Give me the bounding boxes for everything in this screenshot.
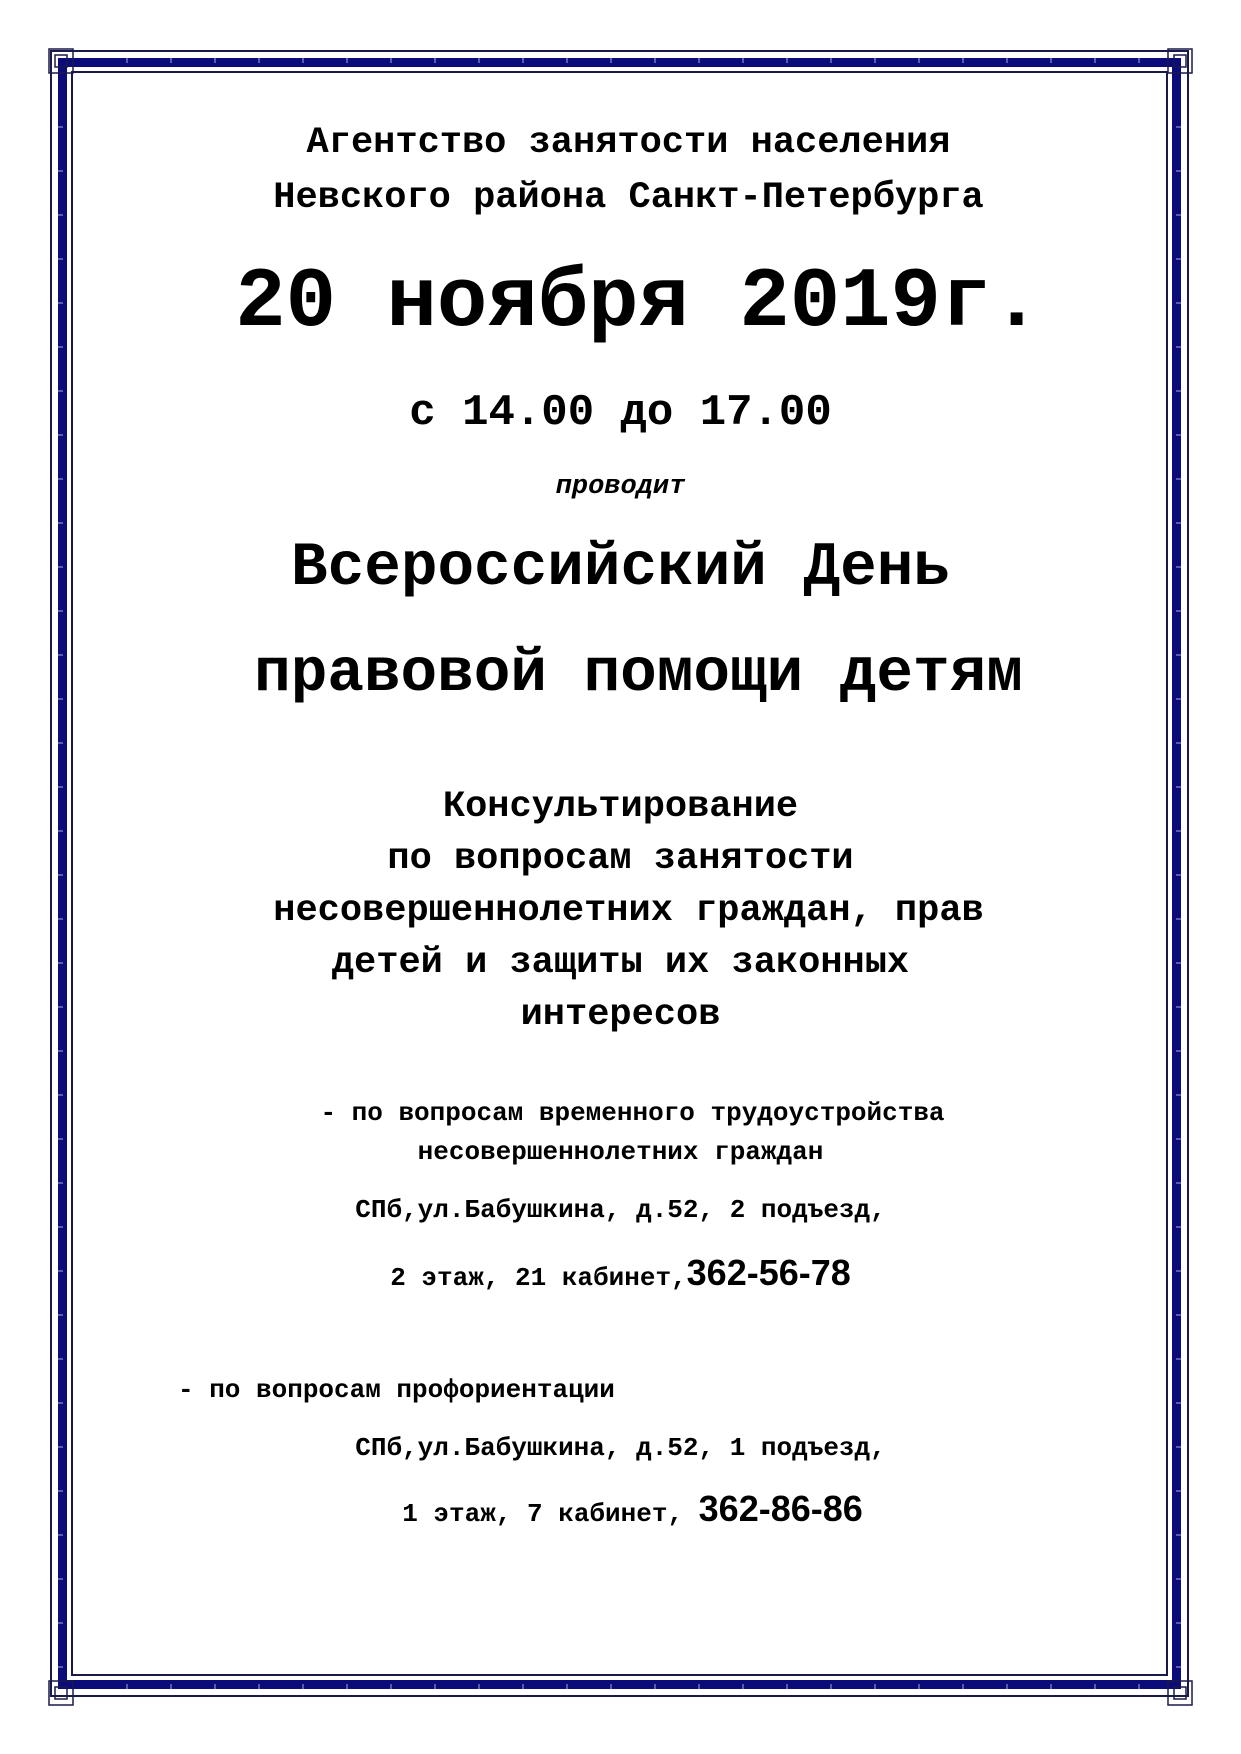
employment-topic-line-1: - по вопросам временного трудоустройства (320, 1098, 945, 1128)
frame-bottom-ticks (84, 1684, 1157, 1689)
consultation-line-5: интересов (520, 994, 721, 1036)
agency-name-line-1: Агентство занятости населения (306, 122, 951, 164)
career-topic: - по вопросам профориентации (178, 1375, 615, 1405)
employment-address-line-1: СПб,ул.Бабушкина, д.52, 2 подъезд, (355, 1195, 886, 1225)
consultation-line-4: детей и защиты их законных (331, 942, 910, 984)
career-address-line-1: СПб,ул.Бабушкина, д.52, 1 подъезд, (355, 1433, 886, 1463)
employment-address-line-2 (0, 1252, 1241, 1294)
event-title-line-1: Всероссийский День (291, 534, 950, 603)
employment-phone: 362-56-78 (686, 1252, 851, 1293)
event-date: 20 ноября 2019г. (235, 256, 1042, 351)
conducts-label: проводит (555, 472, 686, 502)
employment-topic-line-2: несовершеннолетних граждан (417, 1137, 824, 1167)
corner-ornament-top-right (1167, 48, 1193, 74)
corner-ornament-top-left (48, 48, 74, 74)
consultation-line-3: несовершеннолетних граждан, прав (273, 890, 984, 932)
corner-ornament-bottom-left (48, 1680, 74, 1706)
corner-ornament-bottom-right (1167, 1680, 1193, 1706)
event-title-line-2: правовой помощи детям (254, 640, 1023, 709)
career-address-line-2 (12, 1488, 1241, 1530)
consultation-line-1: Консультирование (442, 786, 799, 828)
consultation-line-2: по вопросам занятости (387, 838, 854, 880)
frame-top-ticks (84, 58, 1157, 63)
career-room: 1 этаж, 7 кабинет, (402, 1499, 699, 1529)
employment-room: 2 этаж, 21 кабинет, (390, 1263, 687, 1293)
event-time: с 14.00 до 17.00 (409, 388, 832, 438)
career-phone: 362-86-86 (698, 1488, 863, 1529)
agency-name-line-2: Невского района Санкт-Петербурга (273, 177, 984, 219)
